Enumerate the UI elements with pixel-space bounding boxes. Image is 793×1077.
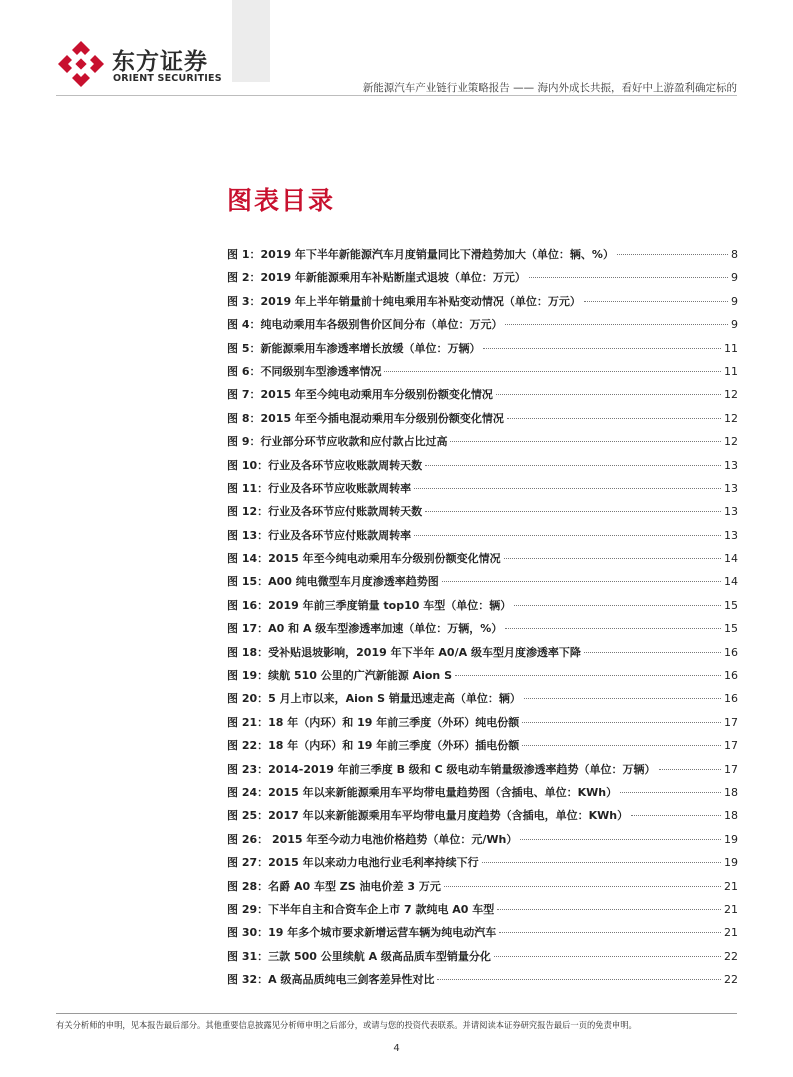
toc-dot-leader (584, 301, 728, 302)
toc-entry-label[interactable]: 图 4：纯电动乘用车各级别售价区间分布（单位：万元） (227, 318, 503, 332)
toc-entry-page[interactable]: 19 (724, 856, 738, 870)
toc-entry[interactable] (227, 854, 738, 877)
toc-entry[interactable] (227, 363, 738, 386)
toc-entry-label[interactable]: 图 27：2015 年以来动力电池行业毛利率持续下行 (227, 856, 479, 870)
toc-dot-leader (504, 558, 721, 559)
toc-dot-leader (442, 581, 721, 582)
toc-entry-page[interactable]: 17 (724, 739, 738, 753)
toc-entry-label[interactable]: 图 14：2015 年至今纯电动乘用车分级别份额变化情况 (227, 552, 501, 566)
toc-entry-page[interactable]: 12 (724, 388, 738, 402)
toc-entry-page[interactable]: 14 (724, 552, 738, 566)
toc-entry[interactable] (227, 573, 738, 596)
toc-dot-leader (494, 956, 721, 957)
toc-entry-label[interactable]: 图 18：受补贴退坡影响，2019 年下半年 A0/A 级车型月度渗透率下降 (227, 645, 581, 659)
toc-entry[interactable] (227, 831, 738, 854)
toc-entry[interactable] (227, 340, 738, 363)
toc-entry-label[interactable]: 图 8：2015 年至今插电混动乘用车分级别份额变化情况 (227, 411, 504, 425)
toc-dot-leader (483, 348, 721, 349)
page-number: 4 (393, 1043, 400, 1054)
toc-entry-label[interactable]: 图 12：行业及各环节应付账款周转天数 (227, 505, 423, 519)
toc-entry[interactable] (227, 737, 738, 760)
report-title: 新能源汽车产业链行业策略报告 —— 海内外成长共振，看好中上游盈利确定标的 (362, 82, 737, 94)
toc-entry[interactable] (227, 386, 738, 409)
toc-entry-page[interactable]: 9 (731, 271, 738, 285)
toc-dot-leader (425, 465, 721, 466)
toc-entry[interactable] (227, 316, 738, 339)
toc-dot-leader (496, 394, 721, 395)
toc-entry-page[interactable]: 17 (724, 715, 738, 729)
toc-entry[interactable] (227, 924, 738, 947)
toc-entry-label[interactable]: 图 30：19 年多个城市要求新增运营车辆为纯电动汽车 (227, 926, 497, 940)
toc-entry[interactable] (227, 293, 738, 316)
table-of-figures (227, 246, 738, 995)
footer-divider (56, 1013, 737, 1014)
toc-entry-page[interactable]: 16 (724, 692, 738, 706)
brand-name-en: ORIENT SECURITIES (113, 73, 222, 84)
toc-entry[interactable] (227, 457, 738, 480)
toc-dot-leader (507, 418, 721, 419)
toc-entry[interactable] (227, 644, 738, 667)
orient-securities-logo-icon (57, 40, 105, 88)
toc-entry-label[interactable]: 图 21：18 年（内环）和 19 年前三季度（外环）纯电份额 (227, 715, 520, 729)
toc-dot-leader (659, 769, 721, 770)
toc-entry-page[interactable]: 12 (724, 411, 738, 425)
toc-entry-label[interactable]: 图 29：下半年自主和合资车企上市 7 款纯电 A0 车型 (227, 902, 495, 916)
toc-entry-page[interactable]: 17 (724, 762, 738, 776)
toc-entry-page[interactable]: 13 (724, 505, 738, 519)
toc-entry-label[interactable]: 图 2：2019 年新能源乘用车补贴断崖式退坡（单位：万元） (227, 271, 526, 285)
toc-entry-page[interactable]: 9 (731, 318, 738, 332)
section-title: 图表目录 (227, 186, 336, 215)
toc-dot-leader (414, 535, 721, 536)
toc-entry[interactable] (227, 269, 738, 292)
toc-entry-label[interactable]: 图 25：2017 年以来新能源乘用车平均带电量月度趋势（含插电，单位：KWh） (227, 809, 629, 823)
toc-dot-leader (482, 862, 721, 863)
toc-entry[interactable] (227, 784, 738, 807)
toc-entry-page[interactable]: 21 (724, 902, 738, 916)
toc-entry-label[interactable]: 图 23：2014-2019 年前三季度 B 级和 C 级电动车销量级渗透率趋势（单位：万辆） (227, 762, 656, 776)
toc-entry-page[interactable]: 13 (724, 458, 738, 472)
toc-entry-page[interactable]: 18 (724, 809, 738, 823)
toc-entry-label[interactable]: 图 16：2019 年前三季度销量 top10 车型（单位：辆） (227, 598, 512, 612)
toc-entry-label[interactable]: 图 26： 2015 年至今动力电池价格趋势（单位：元/Wh） (227, 832, 518, 846)
toc-entry-label[interactable]: 图 13：行业及各环节应付账款周转率 (227, 528, 412, 542)
toc-dot-leader (520, 839, 721, 840)
toc-dot-leader (514, 605, 721, 606)
toc-dot-leader (437, 979, 721, 980)
toc-dot-leader (425, 511, 721, 512)
toc-entry-label[interactable]: 图 5：新能源乘用车渗透率增长放缓（单位：万辆） (227, 341, 481, 355)
toc-entry[interactable] (227, 878, 738, 901)
toc-entry[interactable] (227, 690, 738, 713)
toc-dot-leader (620, 792, 721, 793)
toc-dot-leader (505, 324, 728, 325)
toc-entry-label[interactable]: 图 6：不同级别车型渗透率情况 (227, 364, 382, 378)
toc-entry-page[interactable]: 12 (724, 435, 738, 449)
toc-entry-page[interactable]: 15 (724, 622, 738, 636)
toc-entry[interactable] (227, 246, 738, 269)
toc-entry-page[interactable]: 16 (724, 645, 738, 659)
toc-entry-page[interactable]: 21 (724, 879, 738, 893)
toc-entry-label[interactable]: 图 22：18 年（内环）和 19 年前三季度（外环）插电份额 (227, 739, 520, 753)
toc-entry-label[interactable]: 图 28：名爵 A0 车型 ZS 油电价差 3 万元 (227, 879, 441, 893)
toc-entry[interactable] (227, 807, 738, 830)
toc-entry[interactable] (227, 901, 738, 924)
toc-dot-leader (617, 254, 728, 255)
toc-entry[interactable] (227, 433, 738, 456)
header-decoration-block (232, 0, 270, 82)
toc-dot-leader (505, 628, 721, 629)
toc-entry[interactable] (227, 761, 738, 784)
toc-entry-page[interactable]: 11 (724, 364, 738, 378)
toc-entry[interactable] (227, 503, 738, 526)
toc-entry-page[interactable]: 14 (724, 575, 738, 589)
toc-entry[interactable] (227, 667, 738, 690)
toc-entry-page[interactable]: 13 (724, 528, 738, 542)
toc-dot-leader (384, 371, 721, 372)
toc-entry-label[interactable]: 图 19：续航 510 公里的广汽新能源 Aion S (227, 669, 453, 683)
toc-entry[interactable] (227, 480, 738, 503)
toc-dot-leader (444, 886, 721, 887)
toc-entry-page[interactable]: 9 (731, 294, 738, 308)
toc-entry-label[interactable]: 图 31：三款 500 公里续航 A 级高品质车型销量分化 (227, 949, 491, 963)
toc-dot-leader (522, 722, 721, 723)
toc-dot-leader (524, 698, 721, 699)
toc-entry[interactable] (227, 550, 738, 573)
toc-entry-page[interactable]: 19 (724, 832, 738, 846)
toc-entry[interactable] (227, 597, 738, 620)
toc-dot-leader (455, 675, 721, 676)
toc-dot-leader (631, 815, 721, 816)
toc-entry-label[interactable]: 图 7：2015 年至今纯电动乘用车分级别份额变化情况 (227, 388, 493, 402)
toc-dot-leader (584, 652, 721, 653)
toc-entry-label[interactable]: 图 1：2019 年下半年新能源汽车月度销量同比下滑趋势加大（单位：辆、%） (227, 248, 614, 261)
toc-entry-page[interactable]: 22 (724, 949, 738, 963)
toc-entry-label[interactable]: 图 10：行业及各环节应收账款周转天数 (227, 458, 423, 472)
footer-disclaimer: 有关分析师的申明，见本报告最后部分。其他重要信息披露见分析师申明之后部分，或请与您的投资代表联系。并请阅读本证券研究报告最后一页的免责申明。 (56, 1020, 637, 1030)
toc-dot-leader (499, 932, 721, 933)
toc-entry-page[interactable]: 16 (724, 669, 738, 683)
toc-entry-label[interactable]: 图 11：行业及各环节应收账款周转率 (227, 481, 412, 495)
toc-entry-label[interactable]: 图 9：行业部分环节应收款和应付款占比过高 (227, 435, 448, 449)
toc-dot-leader (450, 441, 721, 442)
toc-dot-leader (529, 277, 728, 278)
toc-dot-leader (522, 745, 721, 746)
toc-entry-page[interactable]: 15 (724, 598, 738, 612)
toc-entry[interactable] (227, 971, 738, 994)
toc-entry[interactable] (227, 410, 738, 433)
toc-entry-page[interactable]: 21 (724, 926, 738, 940)
toc-entry-page[interactable]: 13 (724, 481, 738, 495)
toc-dot-leader (414, 488, 721, 489)
brand-name-cn: 东方证券 (112, 49, 208, 75)
toc-entry[interactable] (227, 714, 738, 737)
toc-entry-label[interactable]: 图 32：A 级高品质纯电三剑客差异性对比 (227, 973, 435, 987)
toc-entry[interactable] (227, 620, 738, 643)
toc-entry-label[interactable]: 图 17：A0 和 A 级车型渗透率加速（单位：万辆，%） (227, 622, 503, 636)
header-divider (56, 95, 737, 96)
toc-entry-label[interactable]: 图 20：5 月上市以来，Aion S 销量迅速走高（单位：辆） (227, 692, 521, 706)
toc-entry-page[interactable]: 18 (724, 785, 738, 799)
toc-entry-label[interactable]: 图 15：A00 纯电微型车月度渗透率趋势图 (227, 575, 439, 589)
toc-entry-label[interactable]: 图 3：2019 年上半年销量前十纯电乘用车补贴变动情况（单位：万元） (227, 294, 581, 308)
toc-entry[interactable] (227, 948, 738, 971)
toc-entry-label[interactable]: 图 24：2015 年以来新能源乘用车平均带电量趋势图（含插电、单位：KWh） (227, 785, 618, 799)
toc-entry[interactable] (227, 527, 738, 550)
toc-entry-page[interactable]: 11 (724, 341, 738, 355)
toc-entry-page[interactable]: 22 (724, 973, 738, 987)
toc-dot-leader (497, 909, 721, 910)
toc-entry-page[interactable]: 8 (731, 248, 738, 261)
